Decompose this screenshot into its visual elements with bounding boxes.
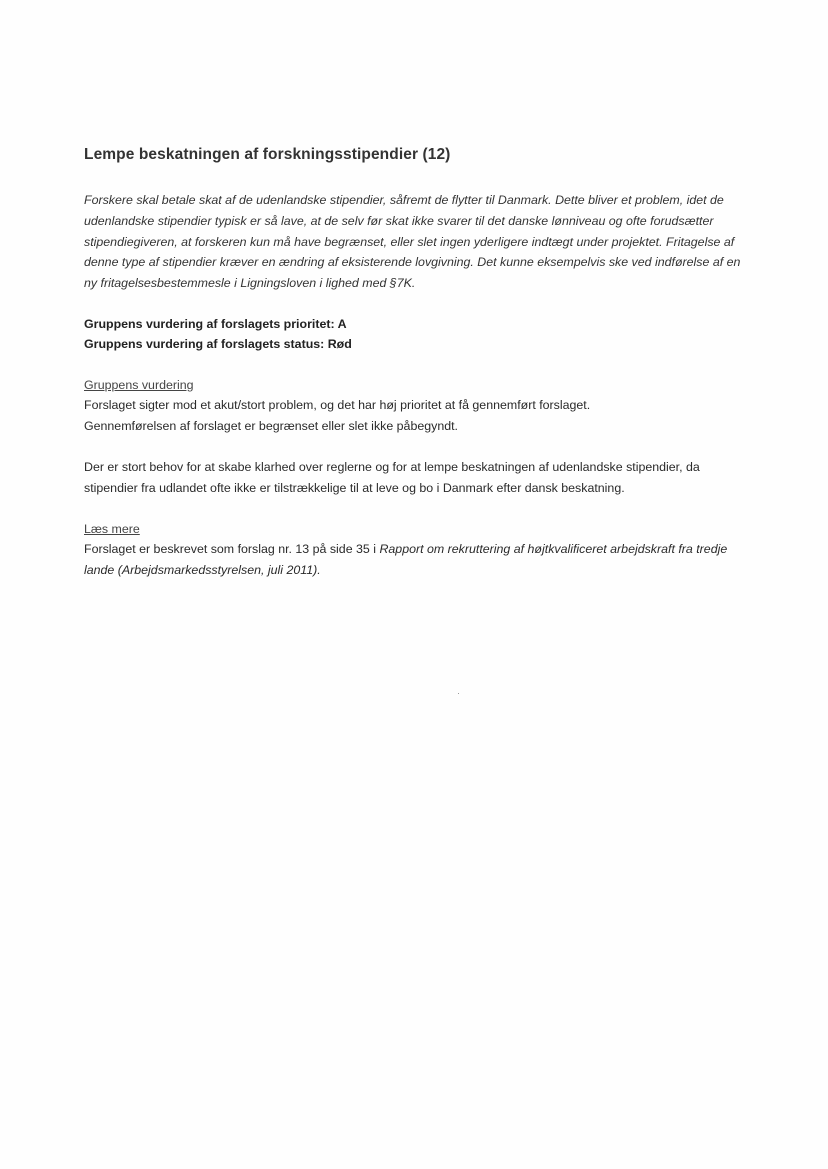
status-line: Gruppens vurdering af forslagets status: Rød <box>84 337 352 352</box>
page-title: Lempe beskatningen af forskningsstipendier (12) <box>84 146 451 163</box>
read-more-paragraph <box>84 539 744 581</box>
evaluation-paragraph-1 <box>84 395 744 437</box>
report-reference: Rapport om rekruttering af højtkvalificeret arbejdskraft fra tredje lande (Arbejdsmarkedsstyrelsen, juli 2011). <box>84 542 728 577</box>
read-more-text: Forslaget er beskrevet som forslag nr. 13 på side 35 i <box>84 542 380 557</box>
assessment-block <box>84 314 744 355</box>
priority-line: Gruppens vurdering af forslagets prioritet: A <box>84 316 347 331</box>
intro-paragraph: Forskere skal betale skat af de udenlandske stipendier, såfremt de flytter til Danmark. Dette bliver et problem, idet de udenlandske stipendier typisk er så lave, at de selv før skat ikke svarer til det danske lønniveau og ofte forudsætter stipendiegiveren, at forskeren kun må have begrænset, eller slet ingen yderligere indtægt under projektet. Fritagelse af denne type af stipendier kræver en ændring af eksisterende lovgivning. Det kunne eksempelvis ske ved indførelse af en ny fritagelsesbestemmesle i Ligningsloven i lighed med §7K. <box>84 193 741 291</box>
evaluation-paragraph-2: Der er stort behov for at skabe klarhed over reglerne og for at lempe beskatningen af udenlandske stipendier, da stipendier fra udlandet ofte ikke er tilstrækkelige til at leve og bo i Danmark efter dansk beskatning. <box>84 460 700 495</box>
evaluation-heading: Gruppens vurdering <box>84 377 194 392</box>
document-content <box>84 146 744 601</box>
read-more-heading: Læs mere <box>84 521 140 536</box>
scan-speck <box>458 693 459 694</box>
evaluation-section <box>84 375 744 499</box>
evaluation-line-2: Gennemførelsen af forslaget er begrænset eller slet ikke påbegyndt. <box>84 419 458 434</box>
read-more-section <box>84 519 744 581</box>
evaluation-line-1: Forslaget sigter mod et akut/stort problem, og det har høj prioritet at få gennemført forslaget. <box>84 398 591 413</box>
